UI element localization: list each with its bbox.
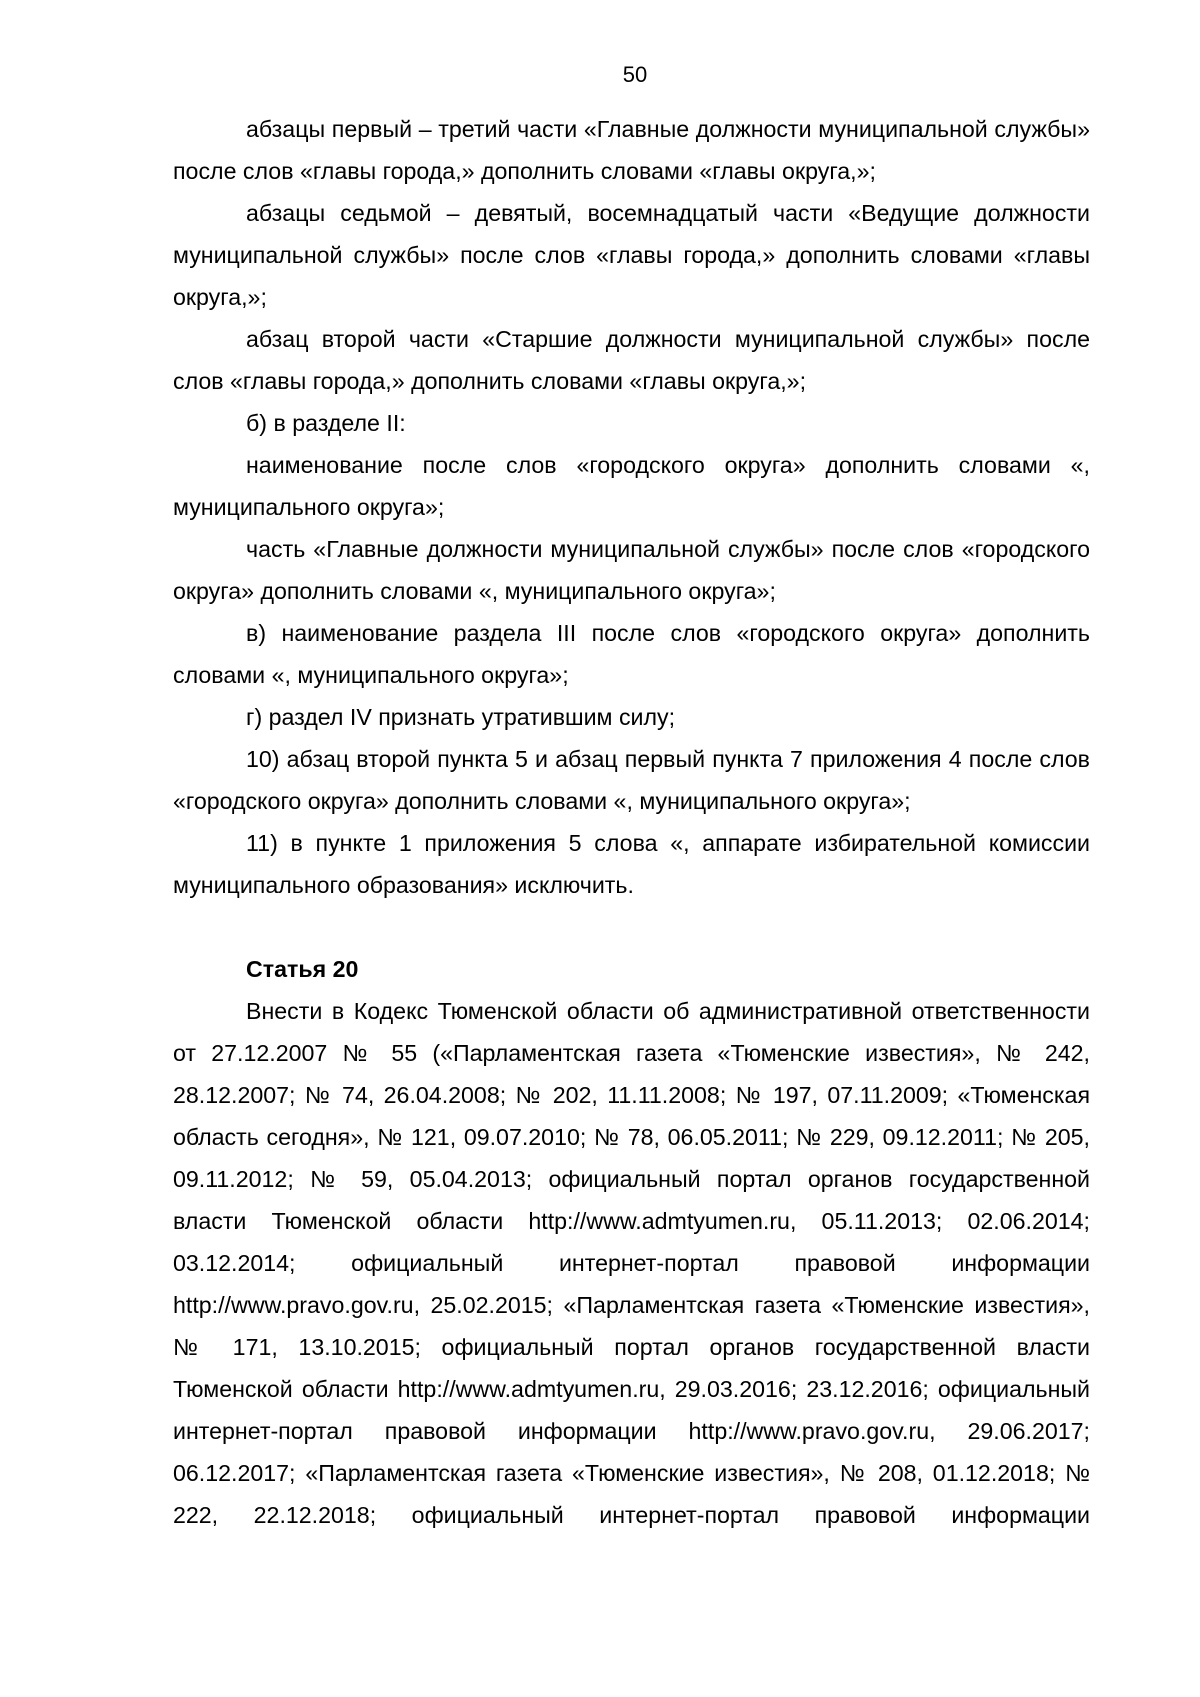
- page-number: 50: [622, 62, 648, 87]
- article-paragraph: Внести в Кодекс Тюменской области об административной ответственности от 27.12.2007 № 55 («Парламентская газета «Тюменские известия», № 242, 28.12.2007; № 74, 26.04.2008; № 202, 11.11.2008; № 197, 07.11.2009; «Тюменская область сегодня», № 121, 09.07.2010; № 78, 06.05.2011; № 229, 09.12.2011; № 205, 09.11.2012; № 59, 05.04.2013; официальный портал органов государственной власти Тюменской области http://www.admtyumen.ru, 05.11.2013; 02.06.2014; 03.12.2014; официальный интернет-портал правовой информации http://www.pravo.gov.ru, 25.02.2015; «Парламентская газета «Тюменские известия», № 171, 13.10.2015; официальный портал органов государственной власти Тюменской области http://www.admtyumen.ru, 29.03.2016; 23.12.2016; официальный интернет-портал правовой информации http://www.pravo.gov.ru, 29.06.2017; 06.12.2017; «Парламентская газета «Тюменские известия», № 208, 01.12.2018; № 222, 22.12.2018; официальный интернет-портал правовой информации: [173, 998, 1090, 1528]
- paragraph: абзацы первый – третий части «Главные должности муниципальной службы» после слов «главы города,» дополнить словами «главы округа,»;: [173, 116, 1090, 184]
- paragraph: 10) абзац второй пункта 5 и абзац первый пункта 7 приложения 4 после слов «городского округа» дополнить словами «, муниципального округа»;: [173, 746, 1090, 814]
- paragraph: часть «Главные должности муниципальной службы» после слов «городского округа» дополнить словами «, муниципального округа»;: [173, 536, 1090, 604]
- paragraph: б) в разделе II:: [246, 410, 406, 436]
- article-heading: Статья 20: [246, 956, 359, 982]
- paragraph: абзацы седьмой – девятый, восемнадцатый части «Ведущие должности муниципальной службы» после слов «главы города,» дополнить словами «главы округа,»;: [173, 200, 1090, 310]
- paragraph: наименование после слов «городского округа» дополнить словами «, муниципального округа»;: [173, 452, 1090, 520]
- paragraph: 11) в пункте 1 приложения 5 слова «, аппарате избирательной комиссии муниципального образования» исключить.: [173, 830, 1090, 898]
- paragraph: в) наименование раздела III после слов «городского округа» дополнить словами «, муниципального округа»;: [173, 620, 1090, 688]
- paragraph: г) раздел IV признать утратившим силу;: [246, 704, 676, 730]
- paragraph: абзац второй части «Старшие должности муниципальной службы» после слов «главы города,» дополнить словами «главы округа,»;: [173, 326, 1090, 394]
- document-body: [173, 108, 1090, 1536]
